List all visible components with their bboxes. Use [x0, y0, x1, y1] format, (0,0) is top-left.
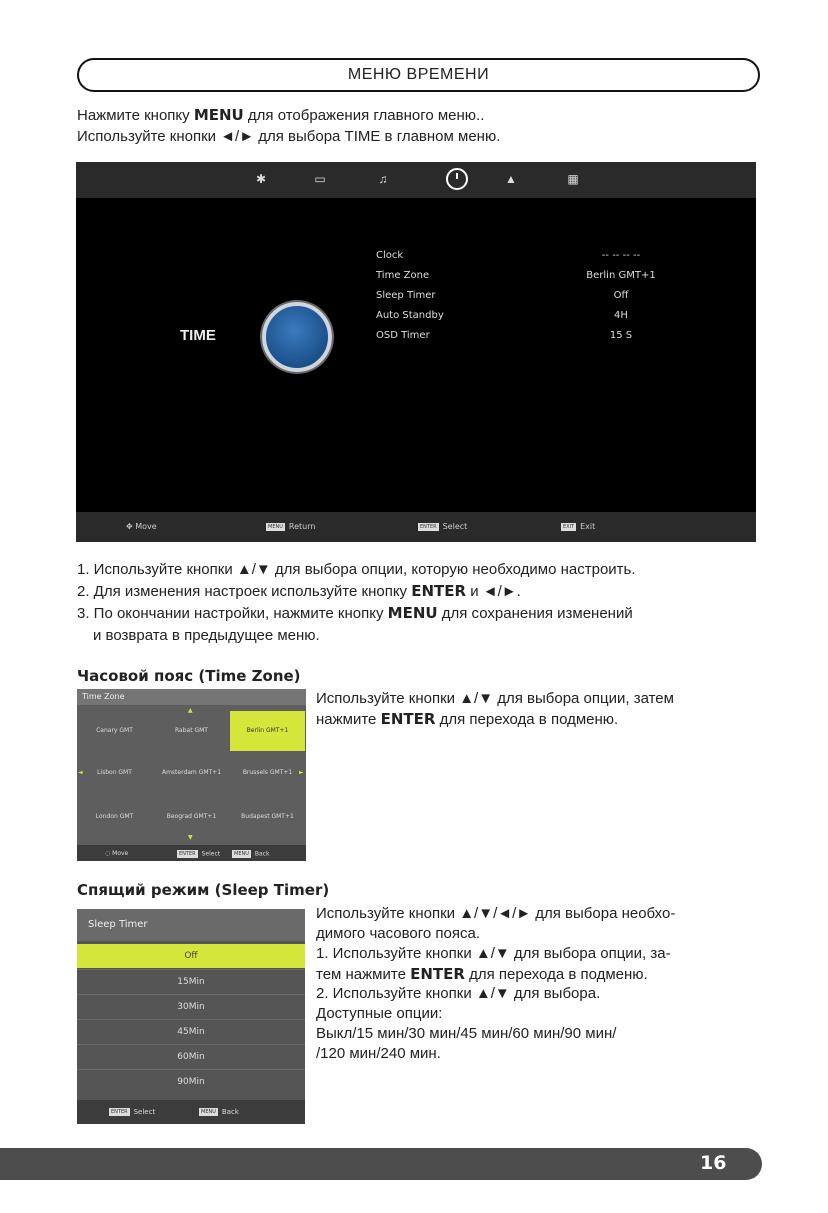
- tv-hint-return: [266, 522, 315, 531]
- tv-row-label: Clock: [376, 250, 404, 261]
- sleep-description-1: Используйте кнопки ▲/▼/◄/► для выбора необхо-: [316, 905, 676, 922]
- tz-hint-back: [232, 850, 269, 858]
- menu-key-label: MENU: [193, 106, 244, 124]
- sleep-option: 90Min: [77, 1069, 305, 1093]
- sleep-hint-select: [109, 1108, 155, 1116]
- tv-hint-text: Exit: [580, 522, 596, 531]
- page-title: [77, 58, 760, 92]
- time-zone-description-2: [316, 709, 761, 730]
- sleep-timer-heading: Спящий режим (Sleep Timer): [77, 881, 330, 899]
- sleep-description-2: димого часового пояса.: [316, 925, 480, 942]
- time-zone-screenshot: [77, 689, 306, 861]
- sleep-hint-back: [199, 1108, 239, 1116]
- time-zone-heading: Часовой пояс (Time Zone): [77, 667, 301, 685]
- tz-hint-text: Back: [254, 850, 270, 858]
- tv-row-clock: [376, 250, 696, 261]
- step-3: [77, 603, 633, 624]
- desc-text: нажмите: [316, 711, 381, 728]
- time-zone-description-1: Используйте кнопки ▲/▼ для выбора опции, затем: [316, 690, 674, 707]
- step-1: 1. Используйте кнопки ▲/▼ для выбора опции, которую необходимо настроить.: [77, 561, 636, 578]
- step-2: [77, 581, 521, 602]
- tv-hint-move: [126, 522, 157, 531]
- tv-hint-select: [418, 522, 467, 531]
- sleep-timer-panel-title: Sleep Timer: [77, 909, 305, 941]
- sleep-description-3: 1. Используйте кнопки ▲/▼ для выбора опции, за-: [316, 945, 671, 962]
- tv-row-osd-timer: [376, 330, 696, 341]
- sleep-option: 15Min: [77, 969, 305, 993]
- enter-key-label: ENTER: [411, 582, 467, 600]
- tv-hint-exit: [561, 522, 595, 531]
- grid-icon: ▦: [567, 172, 579, 186]
- sleep-description-8: /120 мин/240 мин.: [316, 1045, 441, 1062]
- page-number: 16: [700, 1152, 727, 1174]
- tv-row-label: OSD Timer: [376, 330, 430, 341]
- enter-key-label: ENTER: [380, 710, 436, 728]
- clock-face-icon: [262, 302, 332, 372]
- arrow-right-icon: ►: [299, 769, 304, 776]
- tz-cell: Rabat GMT: [175, 727, 208, 734]
- dpad-icon: ◌: [105, 850, 113, 857]
- tz-cell: Lisbon GMT: [97, 769, 132, 776]
- sleep-hint-text: Select: [133, 1108, 156, 1116]
- sleep-timer-screenshot: [77, 909, 305, 1124]
- gear-icon: ✱: [255, 172, 267, 186]
- tz-cell: Budapest GMT+1: [241, 813, 294, 820]
- tv-hint-text: Move: [135, 522, 157, 531]
- tv-hint-text: Return: [288, 522, 316, 531]
- arrow-up-icon: ▲: [188, 707, 193, 714]
- enter-key-icon: ENTER: [420, 523, 437, 530]
- sleep-option: 45Min: [77, 1019, 305, 1043]
- exit-key-icon: EXIT: [563, 523, 575, 530]
- tz-hint-bar: [77, 845, 306, 861]
- tv-row-sleep-timer: [376, 290, 696, 301]
- tv-row-value: Off: [613, 290, 629, 301]
- sleep-description-5: 2. Используйте кнопки ▲/▼ для выбора.: [316, 985, 601, 1002]
- desc-text: для перехода в подменю.: [435, 711, 619, 728]
- sleep-option: 30Min: [77, 994, 305, 1018]
- tz-cell: Beograd GMT+1: [166, 813, 217, 820]
- page-title-text: МЕНЮ ВРЕМЕНИ: [347, 66, 490, 83]
- music-icon: ♫: [378, 172, 388, 186]
- desc-text: тем нажмите: [316, 966, 411, 983]
- step-text: и ◄/►.: [466, 583, 521, 600]
- enter-key-label: ENTER: [410, 965, 465, 983]
- arrow-left-icon: ◄: [78, 769, 83, 776]
- menu-key-icon: MENU: [234, 851, 249, 857]
- sleep-description-4: [316, 964, 761, 985]
- step-text: 3. По окончании настройки, нажмите кнопку: [77, 605, 388, 622]
- tv-menu-tabs: [76, 162, 756, 198]
- tv-hint-text: Select: [442, 522, 468, 531]
- tz-cell: London GMT: [95, 813, 134, 820]
- intro-text: Нажмите кнопку: [77, 107, 194, 124]
- tz-cell: Brussels GMT+1: [242, 769, 293, 776]
- step-3-continued: и возврата в предыдущее меню.: [93, 627, 320, 644]
- tv-row-auto-standby: [376, 310, 696, 321]
- tv-row-value: Berlin GMT+1: [586, 270, 656, 281]
- step-text: для сохранения изменений: [437, 605, 633, 622]
- tz-cell: Canary GMT: [96, 727, 133, 734]
- arrow-down-icon: ▼: [188, 834, 193, 841]
- menu-key-icon: MENU: [268, 523, 283, 530]
- tv-row-value: -- -- -- --: [601, 250, 641, 261]
- tv-time-menu-screenshot: [76, 162, 756, 542]
- tv-row-value: 15 S: [609, 330, 633, 341]
- dpad-icon: ✥: [126, 522, 136, 531]
- clock-icon: [446, 168, 468, 190]
- tz-hint-move: [105, 850, 128, 857]
- tz-hint-text: Move: [112, 850, 129, 857]
- tv-hint-bar: [76, 512, 756, 542]
- sleep-hint-text: Back: [221, 1108, 239, 1116]
- tz-hint-text: Select: [201, 850, 221, 858]
- lock-icon: ▲: [505, 172, 517, 186]
- step-text: 2. Для изменения настроек используйте кнопку: [77, 583, 412, 600]
- tz-cell-selected: Berlin GMT+1: [230, 711, 305, 751]
- sleep-option: 60Min: [77, 1044, 305, 1068]
- sleep-hint-bar: [77, 1100, 305, 1124]
- desc-text: для перехода в подменю.: [464, 966, 648, 983]
- screen-icon: ▭: [314, 172, 326, 186]
- intro-line-1: [77, 105, 484, 126]
- intro-line-2: Используйте кнопки ◄/► для выбора TIME в главном меню.: [77, 128, 501, 145]
- footer-bar: [0, 1148, 762, 1180]
- tv-row-time-zone: [376, 270, 696, 281]
- sleep-description-7: Выкл/15 мин/30 мин/45 мин/60 мин/90 мин/: [316, 1025, 617, 1042]
- tz-cell: Amsterdam GMT+1: [161, 769, 222, 776]
- enter-key-icon: ENTER: [111, 1109, 128, 1115]
- tv-row-value: 4H: [614, 310, 628, 321]
- tv-row-label: Auto Standby: [376, 310, 444, 321]
- time-zone-panel-title: Time Zone: [77, 689, 306, 705]
- tv-row-label: Sleep Timer: [376, 290, 436, 301]
- enter-key-icon: ENTER: [179, 851, 196, 857]
- tv-row-label: Time Zone: [376, 270, 430, 281]
- tv-section-label: TIME: [180, 327, 216, 344]
- intro-text: для отображения главного меню..: [243, 107, 485, 124]
- sleep-option-selected: Off: [77, 944, 305, 968]
- sleep-description-6: Доступные опции:: [316, 1005, 443, 1022]
- menu-key-icon: MENU: [201, 1109, 216, 1115]
- tz-hint-select: [177, 850, 220, 858]
- menu-key-label: MENU: [387, 604, 438, 622]
